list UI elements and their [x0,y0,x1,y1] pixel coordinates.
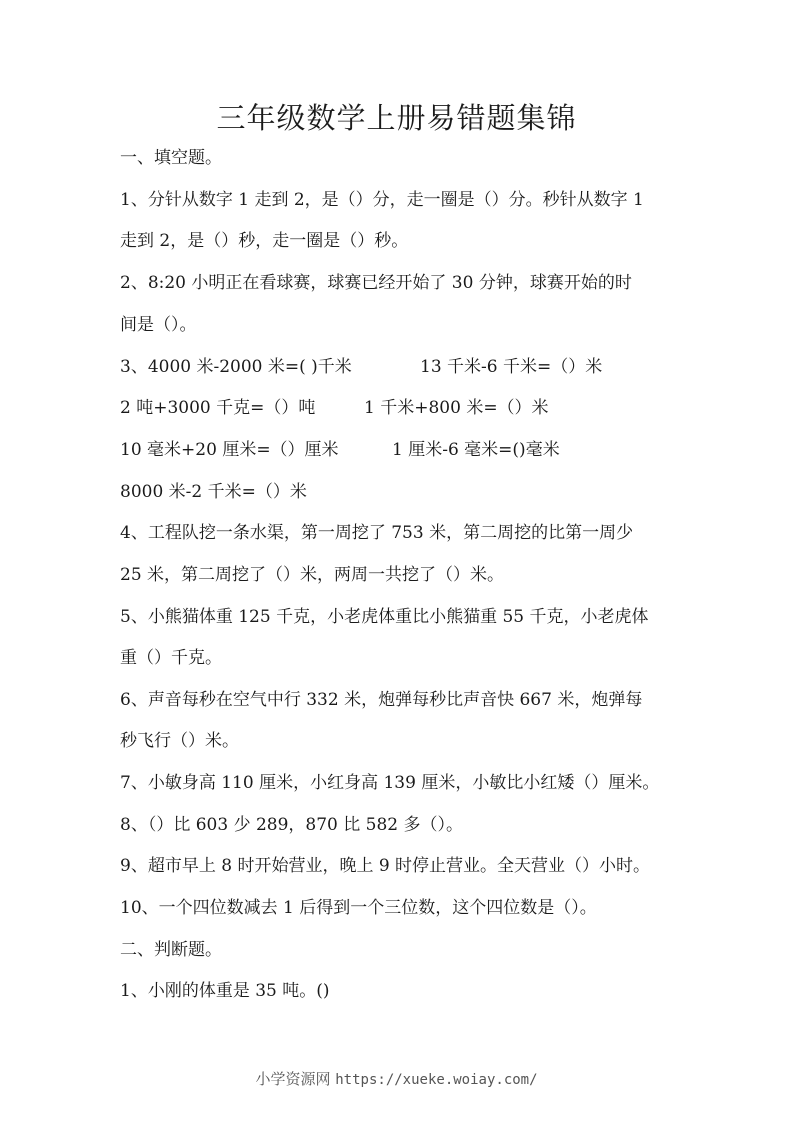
question-10: 10、一个四位数减去 1 后得到一个三位数，这个四位数是（）。 [120,898,597,918]
question-3-row-4-left: 8000 米-2 千米=（）米 [120,482,307,502]
question-5-line-2: 重（）千克。 [120,648,222,668]
section-heading-true-false: 二、判断题。 [120,940,222,960]
question-9: 9、超市早上 8 时开始营业，晚上 9 时停止营业。全天营业（）小时。 [120,856,651,876]
question-3-row-3-right: 1 厘米-6 毫米=()毫米 [392,440,560,460]
question-1-line-2: 走到 2，是（）秒，走一圈是（）秒。 [120,231,409,251]
page-footer [0,1068,793,1091]
footer-site-name: 小学资源网 [255,1070,331,1088]
question-3-row-2-right: 1 千米+800 米=（）米 [364,398,549,418]
question-3-row-1-right: 13 千米-6 千米=（）米 [420,357,603,377]
judgment-question-1: 1、小刚的体重是 35 吨。() [120,981,330,1001]
question-1-line-1: 1、分针从数字 1 走到 2，是（）分，走一圈是（）分。秒针从数字 1 [120,190,644,210]
question-3-row-2-left: 2 吨+3000 千克=（）吨 [120,398,316,418]
question-8: 8、（）比 603 少 289，870 比 582 多（）。 [120,815,464,835]
question-2-line-2: 间是（）。 [120,315,197,335]
question-3-row-1-left: 3、4000 米-2000 米=( )千米 [120,357,352,377]
question-6-line-2: 秒飞行（）米。 [120,731,239,751]
question-4-line-2: 25 米，第二周挖了（）米，两周一共挖了（）米。 [120,565,505,585]
question-4-line-1: 4、工程队挖一条水渠，第一周挖了 753 米，第二周挖的比第一周少 [120,523,634,543]
section-heading-fill-in: 一、填空题。 [120,148,222,168]
footer-url-link[interactable]: https://xueke.woiay.com/ [335,1072,538,1088]
question-5-line-1: 5、小熊猫体重 125 千克，小老虎体重比小熊猫重 55 千克，小老虎体 [120,607,649,627]
question-3-row-3-left: 10 毫米+20 厘米=（）厘米 [120,440,339,460]
question-7: 7、小敏身高 110 厘米，小红身高 139 厘米，小敏比小红矮（）厘米。 [120,773,660,793]
question-2-line-1: 2、8:20 小明正在看球赛，球赛已经开始了 30 分钟，球赛开始的时 [120,273,632,293]
question-6-line-1: 6、声音每秒在空气中行 332 米，炮弹每秒比声音快 667 米，炮弹每 [120,690,643,710]
document-title: 三年级数学上册易错题集锦 [216,101,577,135]
